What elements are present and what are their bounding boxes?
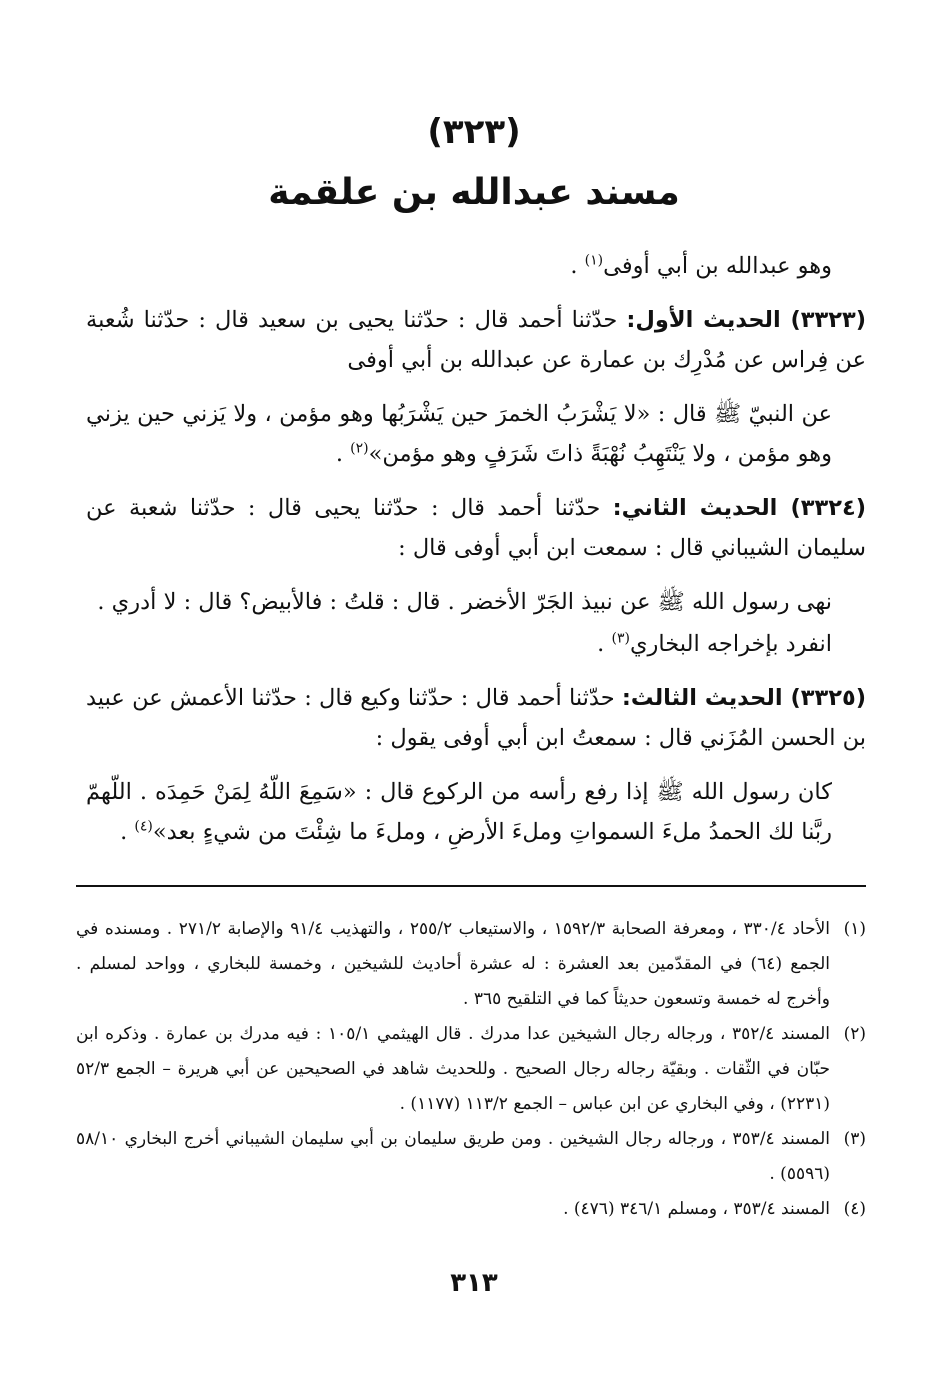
hadith-3-matn-text: كان رسول الله ﷺ إذا رفع رأسه من الركوع قال : «سَمِعَ اللّهُ لِمَنْ حَمِدَه . اللّهمّ ربَّنا لك الحمدُ ملءَ السمواتِ وملءَ الأرضِ ، وملءَ ما شِئْتَ من شيءٍ بعد» <box>86 779 832 845</box>
footnote-3-mark: (٣) <box>843 1129 866 1149</box>
footnote-2-mark: (٢) <box>843 1024 866 1044</box>
hadith-2-isnad <box>86 488 866 568</box>
hadith-1-isnad-text: حدّثنا أحمد قال : حدّثنا يحيى بن سعيد قال : حدّثنا شُعبة عن فِراس عن مُدْرِك بن عمارة عن عبدالله بن أبي أوفى <box>86 307 866 373</box>
footnote-ref-1: (١) <box>584 252 604 269</box>
hadith-1-matn <box>86 394 866 474</box>
footnote-ref-4: (٤) <box>134 818 153 835</box>
hadith-3-isnad-text: حدّثنا أحمد قال : حدّثنا وكيع قال : حدّثنا الأعمش عن عبيد بن الحسن المُزَني قال : سمعتُ ابن أبي أوفى يقول : <box>86 685 866 751</box>
musnad-number: (٣٢٣) <box>427 112 521 152</box>
footnote-ref-2: (٢) <box>350 440 369 457</box>
musnad-title: مسند عبدالله بن علقمة <box>268 172 680 213</box>
intro-text: وهو عبدالله بن أبي أوفى <box>603 253 832 279</box>
hadith-1-matn-text: عن النبيّ ﷺ قال : «لا يَشْرَبُ الخمرَ حين يَشْرَبُها وهو مؤمن ، ولا يَزني حين يزني وهو مؤمن ، ولا يَنْتَهِبُ نُهْبَةً ذاتَ شَرَفٍ وهو مؤمن» <box>86 401 832 467</box>
footnote-3 <box>76 1122 866 1192</box>
hadith-1-matn-tail: . <box>335 441 351 467</box>
footnote-2 <box>76 1017 866 1122</box>
page-number: ٣١٣ <box>450 1268 498 1298</box>
hadith-2-extra-text: انفرد بإخراجه البخاري <box>629 631 832 657</box>
footnote-4-text: المسند ٣٥٣/٤ ، ومسلم ٣٤٦/١ (٤٧٦) . <box>563 1199 830 1219</box>
hadith-2-note <box>86 624 866 664</box>
footnote-3-text: المسند ٣٥٣/٤ ، ورجاله رجال الشيخين . ومن طريق سليمان بن أبي سليمان الشيباني أخرج البخاري ٥٨/١٠ (٥٥٩٦) . <box>76 1129 830 1184</box>
footnote-ref-3: (٣) <box>611 630 630 647</box>
hadith-3-isnad <box>86 678 866 758</box>
footnote-1-mark: (١) <box>843 919 866 939</box>
hadith-1-isnad <box>86 300 866 380</box>
footnote-4 <box>76 1192 866 1227</box>
footnote-2-text: المسند ٣٥٢/٤ ، ورجاله رجال الشيخين عدا مدرك . قال الهيثمي ١٠٥/١ : فيه مدرك بن عمارة . وذكره ابن حبّان في الثّقات . وبقيّة رجاله رجال الصحيح . وللحديث شاهد في الصحيحين عن أبي هريرة – الجمع ٥٢/٣ (٢٢٣١) ، وفي البخاري عن ابن عباس – الجمع ١١٣/٢ (١١٧٧) . <box>76 1024 830 1114</box>
hadith-2-matn <box>86 582 866 622</box>
footnote-1-text: الأحاد ٣٣٠/٤ ، ومعرفة الصحابة ١٥٩٢/٣ ، والاستيعاب ٢٥٥/٢ ، والتهذيب ٩١/٤ والإصابة ٢٧١/٢ . ومسنده في الجمع (٦٤) في المقدّمين بعد العشرة : له عشرة أحاديث للشيخين ، وخمسة للبخاري ، وواحد لمسلم . وأخرج له خمسة وتسعون حديثاً كما في التلقيح ٣٦٥ . <box>76 919 831 1009</box>
hadith-2-isnad-text: حدّثنا أحمد قال : حدّثنا يحيى قال : حدّثنا شعبة عن سليمان الشيباني قال : سمعت ابن أبي أوفى قال : <box>86 495 866 561</box>
hadith-2-label: (٣٣٢٤) الحديث الثاني: <box>612 495 866 521</box>
main-text <box>86 246 866 866</box>
hadith-2-extra-tail: . <box>597 631 612 657</box>
footnote-divider <box>76 885 866 887</box>
hadith-3-label: (٣٣٢٥) الحديث الثالث: <box>621 685 866 711</box>
hadith-3-matn <box>86 772 866 852</box>
hadith-2-matn-text: نهى رسول الله ﷺ عن نبيذ الجَرّ الأخضر . قال : قلتُ : فالأبيض؟ قال : لا أدري . <box>97 589 832 615</box>
hadith-1-label: (٣٣٢٣) الحديث الأول: <box>626 307 866 333</box>
intro-line <box>86 246 866 286</box>
hadith-3-matn-tail: . <box>120 819 135 845</box>
footnote-1 <box>76 912 866 1017</box>
intro-tail: . <box>570 253 585 279</box>
footnotes <box>76 912 866 1227</box>
footnote-4-mark: (٤) <box>843 1199 866 1219</box>
